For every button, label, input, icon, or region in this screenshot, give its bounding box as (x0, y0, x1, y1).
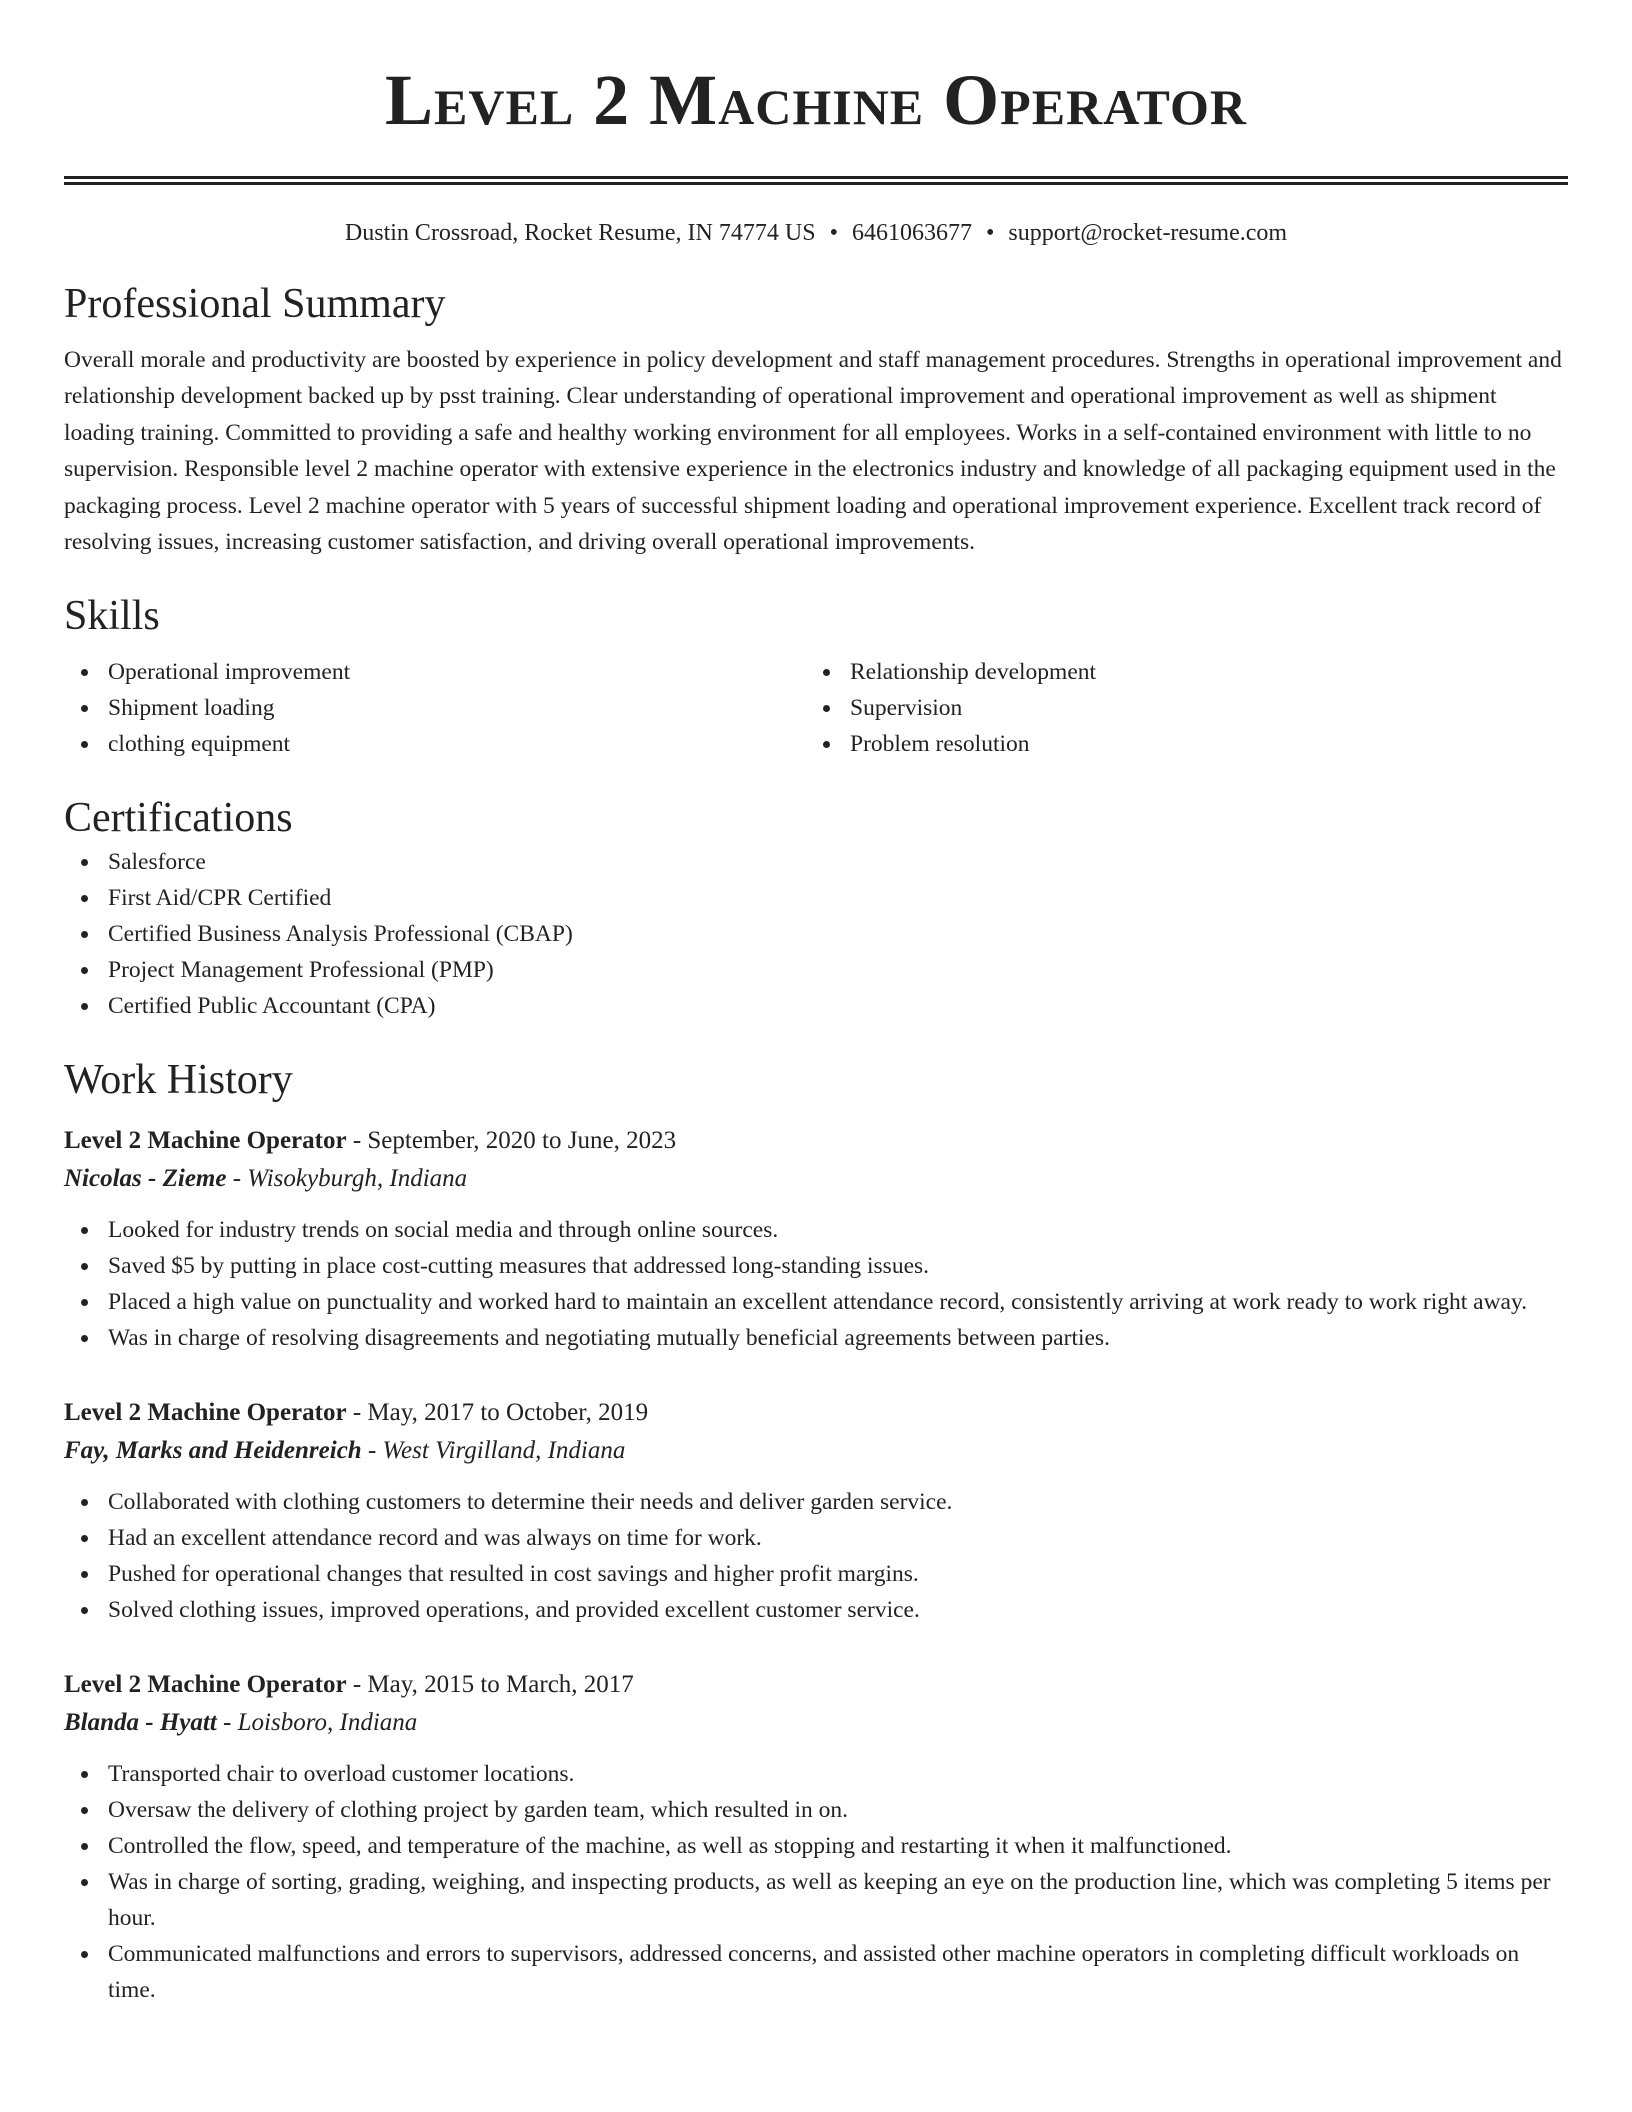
job-location: - West Virgilland, Indiana (361, 1437, 626, 1465)
certification-item: Project Management Professional (PMP) (64, 952, 1568, 988)
job-employer (64, 1704, 1568, 1742)
title-divider (64, 176, 1568, 185)
job-title: Level 2 Machine Operator (64, 1671, 347, 1699)
job-duty: Saved $5 by putting in place cost-cutting measures that addressed long-standing issues. (64, 1248, 1568, 1284)
job-duties-list (64, 1756, 1568, 2008)
job-duty: Communicated malfunctions and errors to supervisors, addressed concerns, and assisted other machine operators in completing difficult workloads on time. (64, 1936, 1568, 2008)
skills-right-list (806, 654, 1548, 762)
job-location: - Wisokyburgh, Indiana (226, 1165, 468, 1193)
job-heading (64, 1394, 1568, 1432)
job-duty: Transported chair to overload customer locations. (64, 1756, 1568, 1792)
job-company: Fay, Marks and Heidenreich (64, 1437, 362, 1465)
job-duty: Looked for industry trends on social media and through online sources. (64, 1212, 1568, 1248)
job-dates: - May, 2017 to October, 2019 (346, 1399, 649, 1427)
contact-separator: • (985, 220, 995, 246)
job-dates: - September, 2020 to June, 2023 (346, 1127, 677, 1155)
job-title: Level 2 Machine Operator (64, 1399, 347, 1427)
job-employer (64, 1160, 1568, 1198)
certification-item: Salesforce (64, 844, 1568, 880)
job-entry (64, 1122, 1568, 1356)
job-heading (64, 1122, 1568, 1160)
certification-item: Certified Business Analysis Professional (CBAP) (64, 916, 1568, 952)
job-duties-list (64, 1484, 1568, 1628)
work-history-heading: Work History (64, 1057, 293, 1104)
skill-item: Shipment loading (64, 690, 806, 726)
job-duty: Collaborated with clothing customers to determine their needs and deliver garden service. (64, 1484, 1568, 1520)
job-location: - Loisboro, Indiana (216, 1709, 418, 1737)
job-dates: - May, 2015 to March, 2017 (346, 1671, 634, 1699)
job-duty: Was in charge of sorting, grading, weighing, and inspecting products, as well as keeping an eye on the production line, which was completing 5 items per hour. (64, 1864, 1568, 1936)
summary-heading: Professional Summary (64, 281, 446, 327)
skills-heading: Skills (64, 593, 160, 640)
skill-item: Operational improvement (64, 654, 806, 690)
certifications-list (64, 844, 1568, 1024)
job-duty: Placed a high value on punctuality and worked hard to maintain an excellent attendance record, consistently arriving at work ready to work right away. (64, 1284, 1568, 1320)
contact-address: Dustin Crossroad, Rocket Resume, IN 74774 US (344, 220, 816, 246)
skill-item: Relationship development (806, 654, 1548, 690)
job-heading (64, 1666, 1568, 1704)
job-duties-list (64, 1212, 1568, 1356)
job-entry (64, 1666, 1568, 2008)
skill-item: Supervision (806, 690, 1548, 726)
certifications-heading: Certifications (64, 795, 293, 842)
skills-columns (64, 654, 1568, 762)
job-duty: Solved clothing issues, improved operations, and provided excellent customer service. (64, 1592, 1568, 1628)
contact-separator: • (829, 220, 838, 246)
job-entry (64, 1394, 1568, 1628)
contact-phone: 6461063677 (851, 220, 972, 246)
job-duty: Controlled the flow, speed, and temperature of the machine, as well as stopping and restarting it when it malfunctioned. (64, 1828, 1568, 1864)
contact-line (64, 218, 1568, 248)
skill-item: clothing equipment (64, 726, 806, 762)
job-duty: Oversaw the delivery of clothing project by garden team, which resulted in on. (64, 1792, 1568, 1828)
skills-left-list (64, 654, 806, 762)
resume-title: Level 2 Machine Operator (384, 60, 1247, 140)
job-company: Nicolas - Zieme (64, 1165, 227, 1193)
job-employer (64, 1432, 1568, 1470)
job-duty: Was in charge of resolving disagreements and negotiating mutually beneficial agreements between parties. (64, 1320, 1568, 1356)
job-duty: Had an excellent attendance record and was always on time for work. (64, 1520, 1568, 1556)
job-company: Blanda - Hyatt (64, 1709, 217, 1737)
job-title: Level 2 Machine Operator (64, 1127, 347, 1155)
contact-email: support@rocket-resume.com (1008, 220, 1288, 246)
summary-text: Overall morale and productivity are boosted by experience in policy development and staff management procedures. Strengths in operational improvement and relationship development backed up by psst training. Clear understanding of operational improvement and operational improvement as well as shipment loading training. Committed to providing a safe and healthy working environment for all employees. Works in a self-contained environment with little to no supervision. Responsible level 2 machine operator with extensive experience in the electronics industry and knowledge of all packaging equipment used in the packaging process. Level 2 machine operator with 5 years of successful shipment loading and operational improvement experience. Excellent track record of resolving issues, increasing customer satisfaction, and driving overall operational improvements. (64, 347, 1562, 556)
certification-item: Certified Public Accountant (CPA) (64, 988, 1568, 1024)
skill-item: Problem resolution (806, 726, 1548, 762)
certification-item: First Aid/CPR Certified (64, 880, 1568, 916)
job-duty: Pushed for operational changes that resulted in cost savings and higher profit margins. (64, 1556, 1568, 1592)
